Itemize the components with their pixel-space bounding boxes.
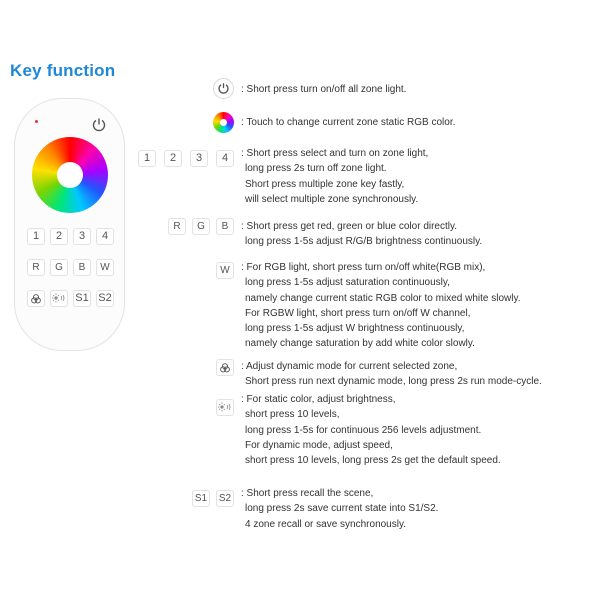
indicator-led — [35, 120, 38, 123]
brightness-speed-icon — [218, 402, 232, 412]
remote-brightness-key[interactable] — [50, 290, 68, 307]
remote-key-g[interactable]: G — [50, 259, 68, 276]
key-b: B — [216, 218, 234, 235]
remote-zone-key-3[interactable]: 3 — [73, 228, 91, 245]
remote-scene-key-s2[interactable] — [96, 290, 114, 307]
remote-key-r[interactable]: R — [27, 259, 45, 276]
desc-line: long press 1-5s for continuous 256 levels adjustment. — [245, 424, 482, 436]
color-wheel[interactable] — [32, 137, 108, 213]
desc-line: short press 10 levels, long press 2s get the default speed. — [245, 455, 501, 467]
remote-mode-key[interactable] — [27, 290, 45, 307]
color-wheel-icon — [213, 112, 234, 133]
desc-line: long press 1-5s adjust R/G/B brightness continuously. — [245, 236, 483, 248]
power-description — [241, 82, 406, 97]
key-g: G — [192, 218, 210, 235]
desc-line: : For static color, adjust brightness, — [241, 394, 396, 405]
desc-line: : Short press select and turn on zone light, — [241, 148, 429, 159]
desc-line: : Short press recall the scene, — [241, 488, 374, 499]
power-icon — [213, 78, 234, 99]
remote-key-b[interactable]: B — [73, 259, 91, 276]
key-r: R — [168, 218, 186, 235]
brightness-speed-icon — [52, 293, 66, 303]
remote-zone-key-1[interactable]: 1 — [27, 228, 45, 245]
color-wheel-description — [241, 115, 455, 130]
brightness-key — [216, 399, 234, 416]
brightness-description — [241, 392, 501, 468]
desc-line: will select multiple zone synchronously. — [245, 193, 419, 205]
desc-line: Short press run next dynamic mode, long press 2s run mode-cycle. — [245, 376, 542, 388]
desc-line: long press 2s save current state into S1/S2. — [245, 503, 439, 515]
page-title: Key function — [10, 61, 116, 80]
s2-label: S2 — [98, 292, 112, 304]
desc-line: namely change current static RGB color to mixed white slowly. — [245, 292, 521, 304]
scene-key-s1: S1 — [192, 490, 210, 507]
desc-line: 4 zone recall or save synchronously. — [245, 518, 407, 530]
dynamic-mode-icon — [219, 362, 231, 374]
remote-zone-key-2[interactable]: 2 — [50, 228, 68, 245]
desc-line: : Short press turn on/off all zone light. — [241, 84, 407, 95]
zone-key-2: 2 — [164, 150, 182, 167]
desc-line: : Touch to change current zone static RGB color. — [241, 117, 456, 128]
power-icon[interactable] — [91, 117, 107, 133]
remote-key-w[interactable]: W — [96, 259, 114, 276]
key-w: W — [216, 262, 234, 279]
scene-description — [241, 486, 438, 532]
desc-line: For dynamic mode, adjust speed, — [245, 439, 393, 451]
s1-label: S1 — [75, 292, 89, 304]
remote-control — [14, 98, 125, 351]
remote-zone-key-4[interactable]: 4 — [96, 228, 114, 245]
zone-key-3: 3 — [190, 150, 208, 167]
desc-line: : Short press get red, green or blue color directly. — [241, 221, 458, 232]
desc-line: Short press multiple zone key fastly, — [245, 178, 405, 190]
scene-key-s2: S2 — [216, 490, 234, 507]
desc-line: For RGBW light, short press turn on/off W channel, — [245, 307, 471, 319]
mode-description — [241, 359, 542, 390]
desc-line: long press 1-5s adjust W brightness continuously, — [245, 323, 465, 335]
zone-key-1: 1 — [138, 150, 156, 167]
mode-key — [216, 359, 234, 376]
zone-description — [241, 146, 428, 207]
rgb-description — [241, 219, 482, 250]
desc-line: long press 2s turn off zone light. — [245, 163, 387, 175]
white-description — [241, 260, 520, 352]
dynamic-mode-icon — [30, 293, 42, 305]
desc-line: long press 1-5s adjust saturation continuously, — [245, 277, 450, 289]
remote-scene-key-s1[interactable] — [73, 290, 91, 307]
zone-key-4: 4 — [216, 150, 234, 167]
desc-line: : Adjust dynamic mode for current selected zone, — [241, 361, 458, 372]
desc-line: : For RGB light, short press turn on/off white(RGB mix), — [241, 262, 486, 273]
desc-line: namely change saturation by add white color slowly. — [245, 338, 475, 350]
desc-line: short press 10 levels, — [245, 409, 340, 421]
